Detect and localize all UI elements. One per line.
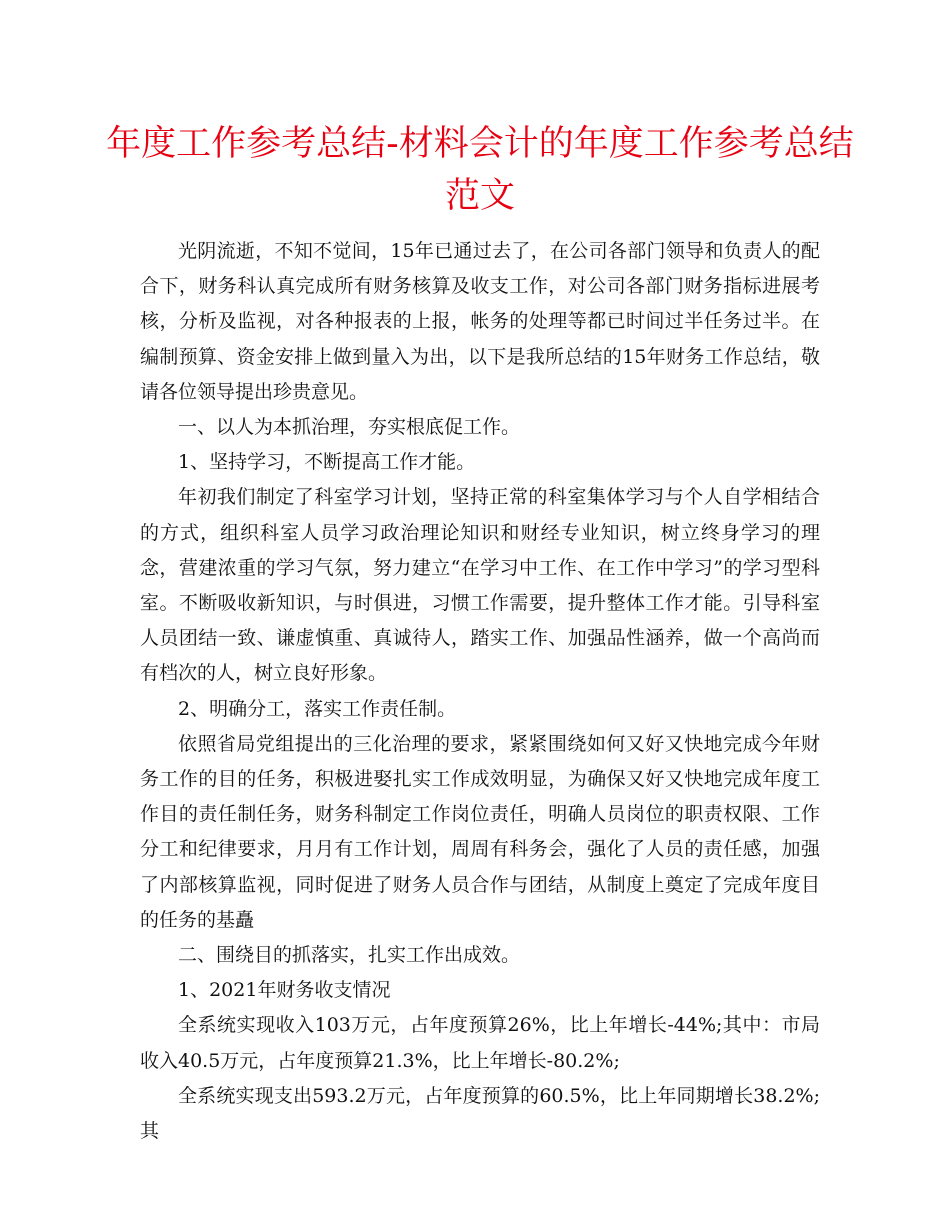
paragraph-responsibility: 依照省局党组提出的三化治理的要求，紧紧围绕如何又好又快地完成今年财务工作的目的任务，积极进娶扎实工作成效明显，为确保又好又快地完成年度工作目的责任制任务，财务科制定工作岗位责任，明确人员岗位的职责权限、工作分工和纪律要求，月月有工作计划，周周有科务会，强化了人员的责任感，加强了内部核算监视，同时促进了财务人员合作与团结，从制度上奠定了完成年度目的任务的基矗 — [140, 732, 820, 931]
paragraph-intro: 光阴流逝，不知不觉间，15年已通过去了，在公司各部门领导和负责人的配合下，财务科认真完成所有财务核算及收支工作，对公司各部门财务指标进展考核，分析及监视，对各种报表的上报，帐务的处理等都已时间过半任务过半。在编制预算、资金安排上做到量入为出，以下是我所总结的15年财务工作总结，敬请各位领导提出珍贵意见。 — [140, 240, 820, 403]
paragraph-study-plan: 年初我们制定了科室学习计划，坚持正常的科室集体学习与个人自学相结合的方式，组织科室人员学习政治理论知识和财经专业知识，树立终身学习的理念，营建浓重的学习气氛，努力建立“在学习中工作、在工作中学习”的学习型科室。不断吸收新知识，与时俱进，习惯工作需要，提升整体工作才能。引导科室人员团结一致、谦虚慎重、真诚待人，踏实工作、加强品性涵养，做一个高尚而有档次的人，树立良好形象。 — [140, 486, 820, 685]
document-body — [140, 234, 820, 1149]
subsection-heading-2-1: 1、2021年财务收支情况 — [178, 979, 391, 1002]
document-title — [100, 118, 860, 222]
section-heading-2: 二、围绕目的抓落实，扎实工作出成效。 — [178, 944, 521, 967]
title-line-2: 范文 — [444, 176, 515, 216]
paragraph-income: 全系统实现收入103万元，占年度预算26%，比上年增长-44%;其中：市局收入40.5万元，占年度预算21.3%，比上年增长-80.2%; — [140, 1014, 820, 1072]
section-heading-1: 一、以人为本抓治理，夯实根底促工作。 — [178, 416, 521, 439]
subsection-heading-1-2: 2、明确分工，落实工作责任制。 — [178, 697, 457, 720]
title-line-1: 年度工作参考总结-材料会计的年度工作参考总结 — [106, 124, 854, 164]
subsection-heading-1-1: 1、坚持学习，不断提高工作才能。 — [178, 451, 476, 474]
paragraph-expense: 全系统实现支出593.2万元，占年度预算的60.5%，比上年同期增长38.2%;其 — [140, 1084, 820, 1143]
